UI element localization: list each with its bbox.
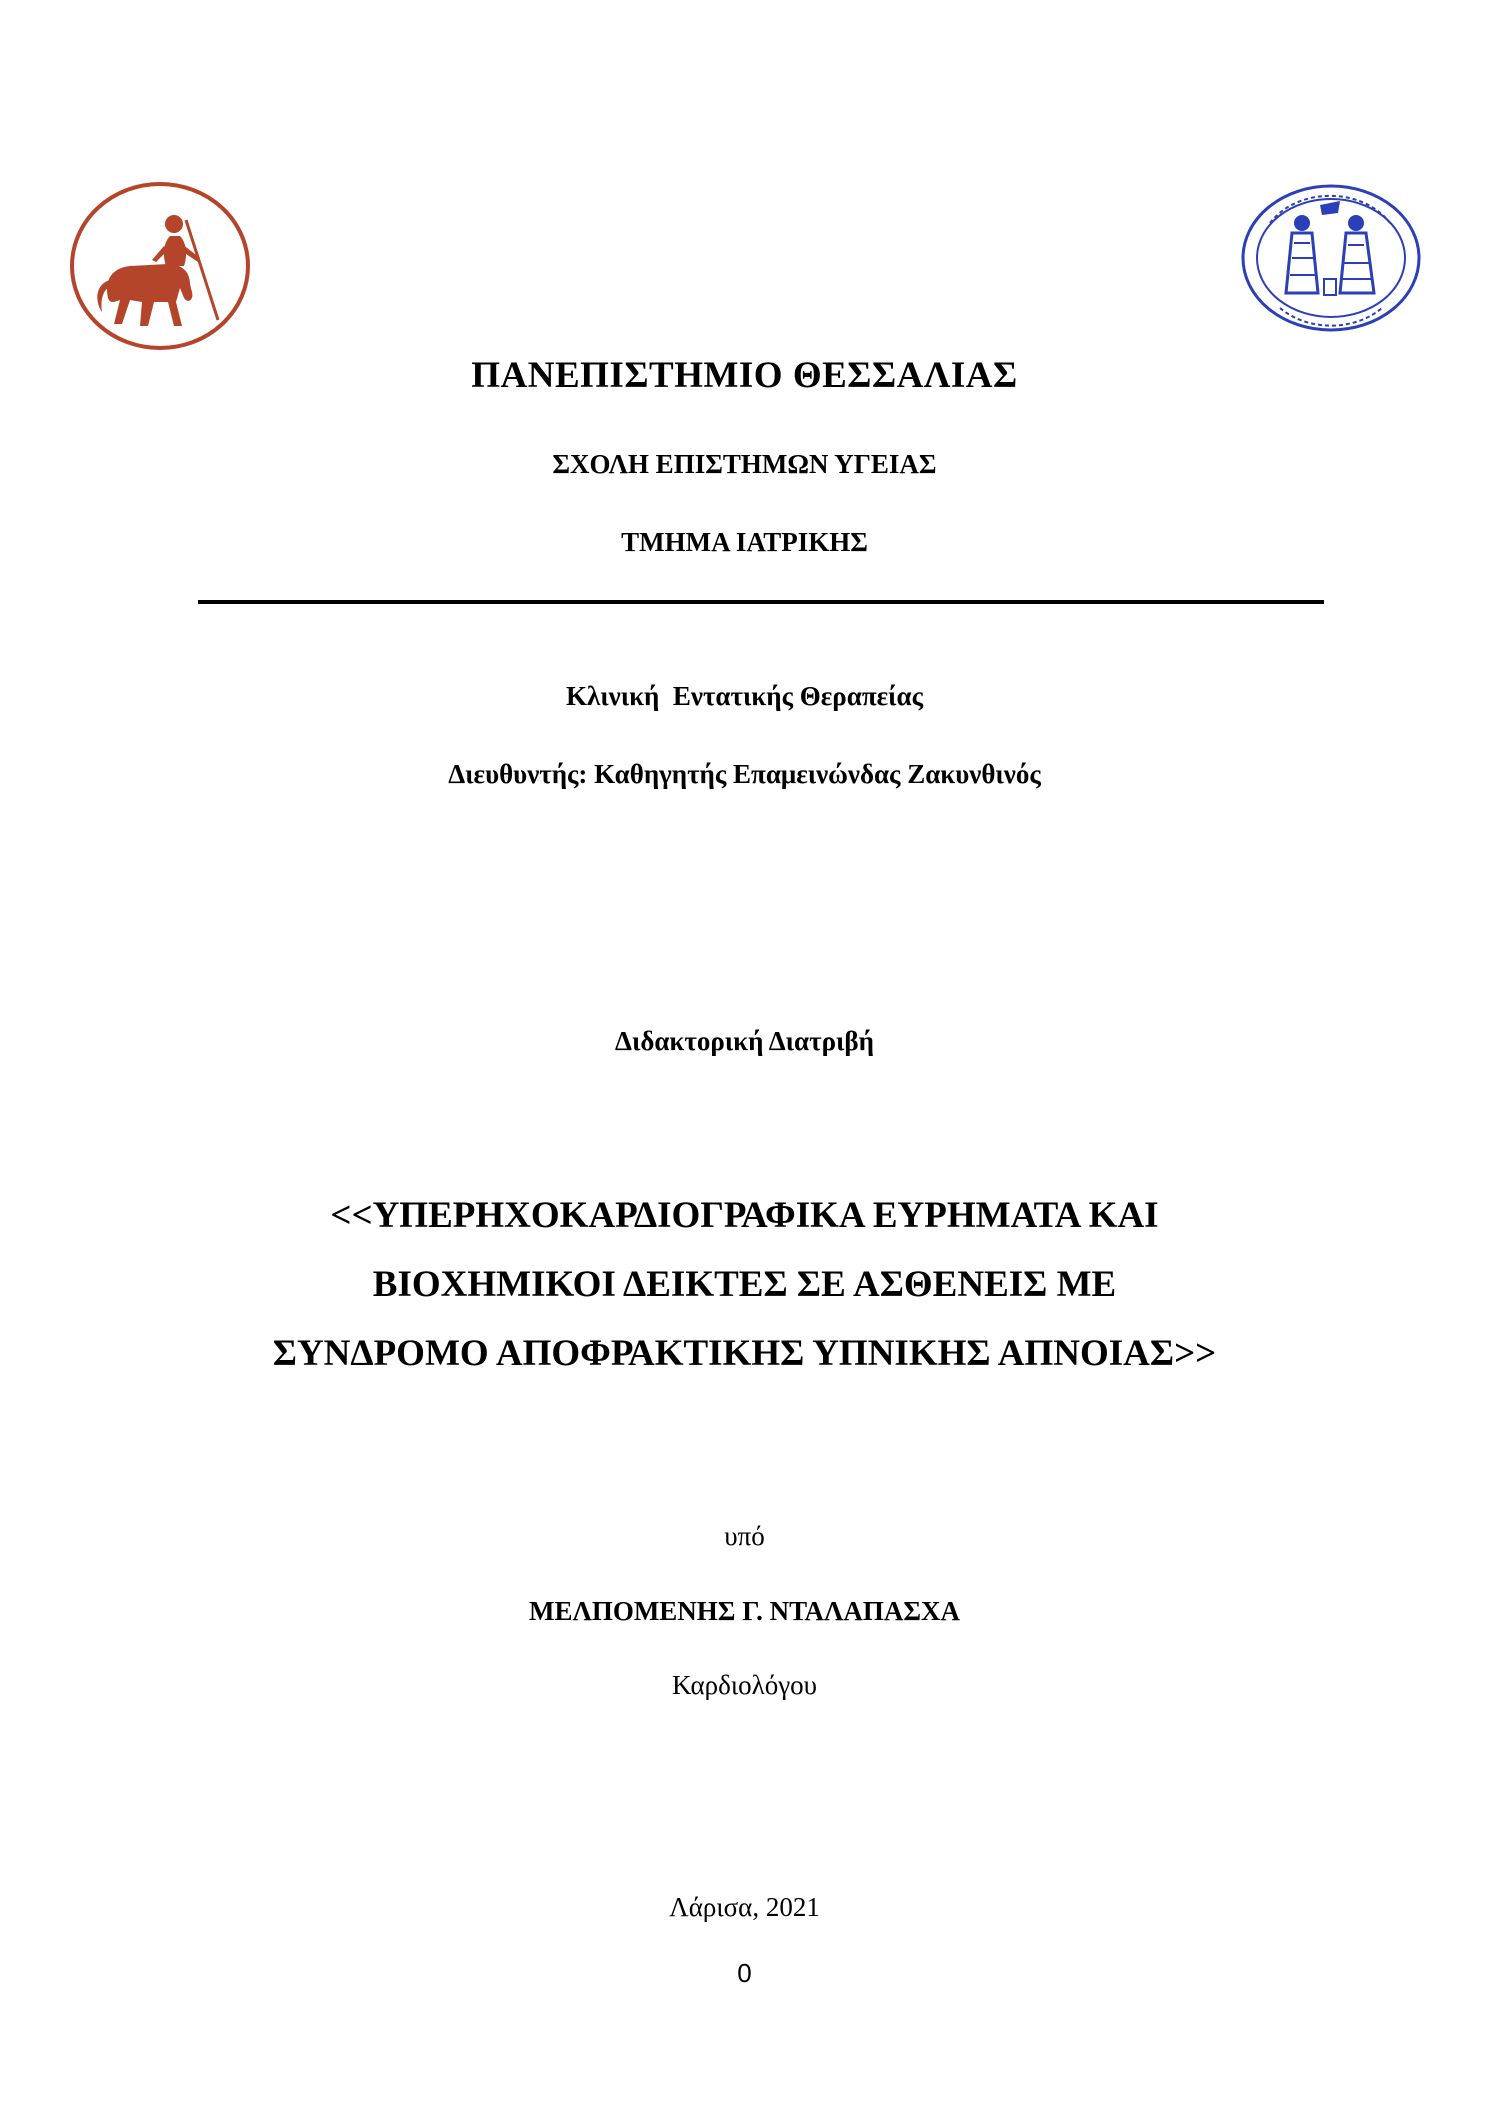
- clinic-name: Κλινική Εντατικής Θεραπείας: [566, 681, 923, 711]
- university-name: ΠΑΝΕΠΙΣΤΗΜΙΟ ΘΕΣΣΑΛΙΑΣ: [471, 355, 1018, 396]
- page-number: 0: [737, 1958, 752, 1988]
- author-name: ΜΕΛΠΟΜΕΝΗΣ Γ. ΝΤΑΛΑΠΑΣΧΑ: [528, 1596, 961, 1626]
- by-label: υπό: [724, 1521, 765, 1551]
- school-name: ΣΧΟΛΗ ΕΠΙΣΤΗΜΩΝ ΥΓΕΙΑΣ: [552, 449, 937, 479]
- thesis-title-line-2: ΒΙΟΧΗΜΙΚΟΙ ΔΕΙΚΤΕΣ ΣΕ ΑΣΘΕΝΕΙΣ ΜΕ: [372, 1264, 1117, 1305]
- clinic-director: Διευθυντής: Καθηγητής Επαμεινώνδας Ζακυνθινός: [448, 759, 1041, 789]
- thesis-title-line-3: ΣΥΝΔΡΟΜΟ ΑΠΟΦΡΑΚΤΙΚΗΣ ΥΠΝΙΚΗΣ ΑΠΝΟΙΑΣ>>: [272, 1333, 1217, 1374]
- place-and-date: Λάρισα, 2021: [669, 1892, 820, 1922]
- department-name: ΤΜΗΜΑ ΙΑΤΡΙΚΗΣ: [621, 527, 868, 557]
- header-divider: [198, 600, 1324, 604]
- centaur-seal-icon: [68, 180, 252, 352]
- author-profession: Καρδιολόγου: [672, 1670, 817, 1700]
- document-type: Διδακτορική Διατριβή: [615, 1026, 874, 1056]
- university-seal-icon: [1240, 183, 1422, 333]
- university-thessaly-logo-right: [1240, 183, 1422, 333]
- thesis-title-line-1: <<ΥΠΕΡΗΧΟΚΑΡΔΙΟΓΡΑΦΙΚΑ ΕΥΡΗΜΑΤΑ ΚΑΙ: [330, 1195, 1159, 1236]
- university-thessaly-logo-left: [68, 180, 252, 352]
